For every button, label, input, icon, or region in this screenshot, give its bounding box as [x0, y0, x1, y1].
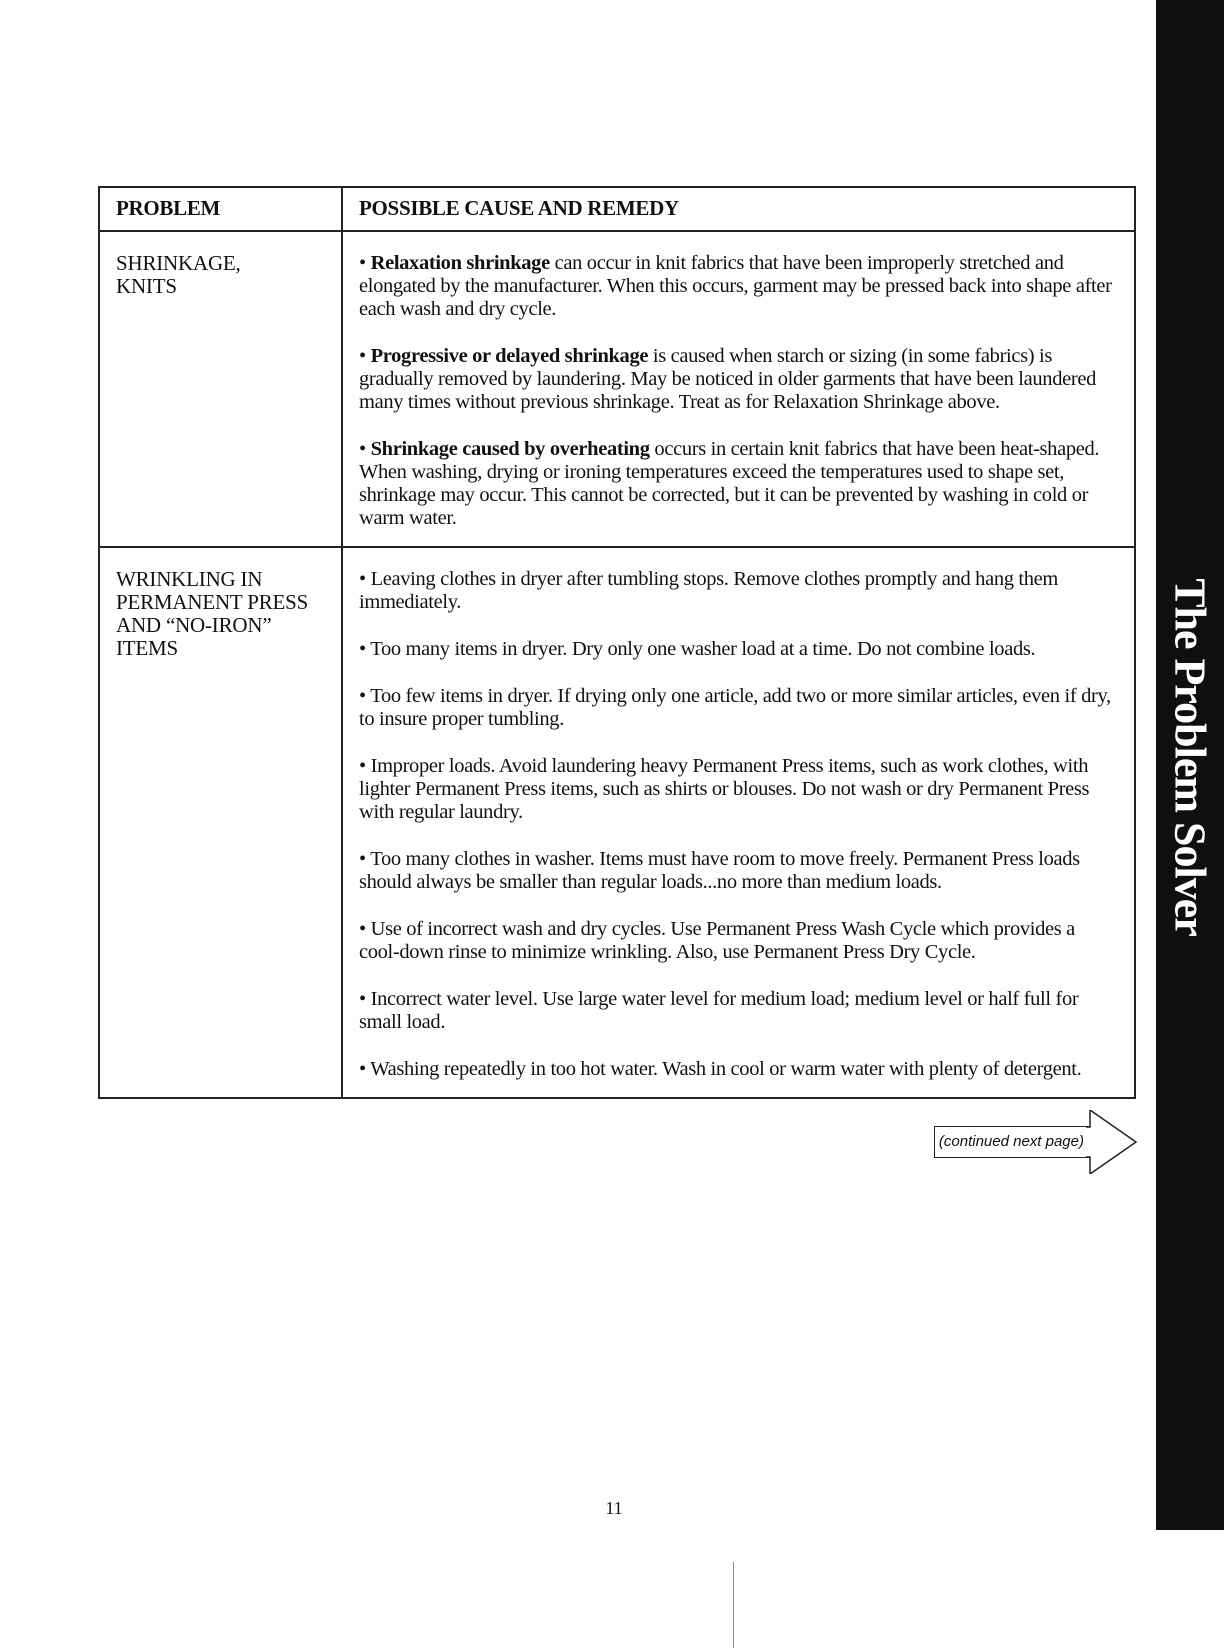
remedy-item: • Use of incorrect wash and dry cycles. Use Permanent Press Wash Cycle which provides a cool-down rinse to minimize wrinkling. Also, use Permanent Press Dry Cycle.	[359, 918, 1075, 963]
remedy-item: • Progressive or delayed shrinkage is caused when starch or sizing (in some fabrics) is gradually removed by laundering. May be noticed in older garments that have been laundered many times without previous shrinkage. Treat as for Relaxation Shrinkage above.	[359, 345, 1096, 413]
remedy-item: • Too many clothes in washer. Items must have room to move freely. Permanent Press loads should always be smaller than regular loads...no more than medium loads.	[359, 848, 1080, 893]
problem-label-wrinkling: WRINKLING IN PERMANENT PRESS AND “NO-IRON” ITEMS	[116, 567, 309, 660]
remedy-list	[359, 252, 1118, 530]
remedy-item: • Washing repeatedly in too hot water. Wash in cool or warm water with plenty of detergent.	[359, 1058, 1082, 1080]
remedy-item: • Relaxation shrinkage can occur in knit fabrics that have been improperly stretched and elongated by the manufacturer. When this occurs, garment may be pressed back into shape after each wash and dry cycle.	[359, 252, 1112, 320]
remedy-term: Relaxation shrinkage	[370, 252, 550, 274]
remedy-item: • Too many items in dryer. Dry only one washer load at a time. Do not combine loads.	[359, 638, 1036, 660]
continued-next-page: (continued next page)	[934, 1126, 1090, 1158]
remedy-item: • Too few items in dryer. If drying only one article, add two or more similar articles, even if dry, to insure proper tumbling.	[359, 685, 1111, 730]
problem-cell	[99, 231, 342, 547]
remedy-list	[359, 568, 1118, 1081]
problem-label-shrinkage: SHRINKAGE, KNITS	[116, 251, 241, 298]
remedy-cell	[342, 231, 1135, 547]
remedy-term: Shrinkage caused by overheating	[370, 438, 650, 460]
remedy-item: • Shrinkage caused by overheating occurs in certain knit fabrics that have been heat-shaped. When washing, drying or ironing temperatures exceed the temperatures used to shape set, shrinkage may occur. This cannot be corrected, but it can be prevented by washing in cold or warm water.	[359, 438, 1100, 529]
table-header-row	[99, 187, 1135, 231]
problem-solver-table	[98, 186, 1136, 1099]
page-number: 11	[605, 1498, 623, 1518]
problem-cell	[99, 547, 342, 1098]
remedy-cell	[342, 547, 1135, 1098]
remedy-item: • Leaving clothes in dryer after tumbling stops. Remove clothes promptly and hang them immediately.	[359, 568, 1058, 613]
table-row	[99, 231, 1135, 547]
remedy-item: • Improper loads. Avoid laundering heavy Permanent Press items, such as work clothes, with lighter Permanent Press items, such as shirts or blouses. Do not wash or dry Permanent Press with regular laundry.	[359, 755, 1090, 823]
header-problem: PROBLEM	[99, 187, 342, 231]
arrow-right-icon	[1086, 1110, 1138, 1174]
scan-artifact-line	[733, 1562, 734, 1648]
side-tab-label: The Problem Solver	[1165, 578, 1215, 936]
table-row	[99, 547, 1135, 1098]
header-remedy: POSSIBLE CAUSE AND REMEDY	[342, 187, 1135, 231]
remedy-item: • Incorrect water level. Use large water level for medium load; medium level or half full for small load.	[359, 988, 1079, 1033]
remedy-term: Progressive or delayed shrinkage	[370, 345, 649, 367]
